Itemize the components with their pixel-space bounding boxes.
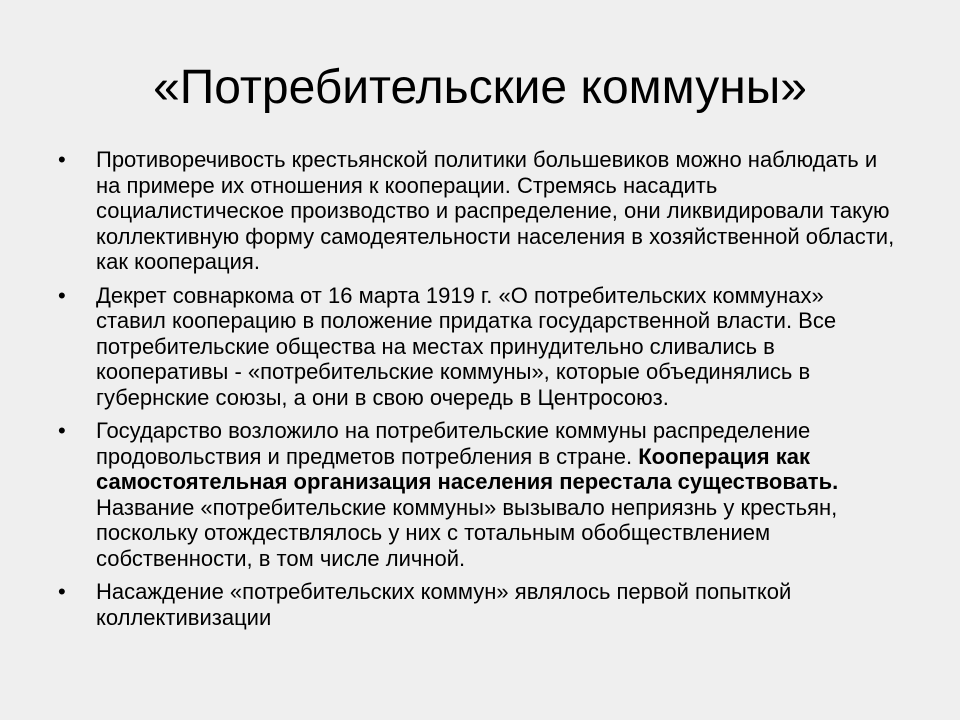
bullet-text: Насаждение «потребительских коммун» являлось первой попыткой коллективизации xyxy=(96,579,792,630)
bullet-list xyxy=(56,147,898,638)
bullet-text-segment: Государство возложило на потребительские коммуны распределение продовольствия и предметов потребления в стране. xyxy=(96,418,811,469)
slide-title: «Потребительские коммуны» xyxy=(153,61,807,114)
bullet-icon: • xyxy=(58,418,66,443)
bullet-bold-text: Кооперация как самостоятельная организация населения перестала существовать. xyxy=(96,443,839,494)
bullet-icon: • xyxy=(58,579,66,604)
bullet-text-segment: Название «потребительские коммуны» вызывало неприязнь у крестьян, поскольку отождествлялось у них с тотальным обобществлением собственности, в том числе личной. xyxy=(96,494,838,571)
bullet-item xyxy=(56,147,898,275)
bullet-text: Противоречивость крестьянской политики большевиков можно наблюдать и на примере их отношения к кооперации. Стремясь насадить социалистическое производство и распределение, они ликвидировали такую коллективную форму самодеятельности населения в хозяйственной области, как кооперация. xyxy=(96,147,895,274)
bullet-icon: • xyxy=(58,147,66,172)
bullet-item xyxy=(56,283,898,411)
bullet-text: Декрет совнаркома от 16 марта 1919 г. «О потребительских коммунах» ставил кооперацию в положение придатка государственной власти. Все потребительские общества на местах принудительно сливались в кооперативы - «потребительские коммуны», которые объединялись в губернские союзы, а они в свою очередь в Центросоюз. xyxy=(96,282,837,410)
bullet-item xyxy=(56,579,898,630)
bullet-text xyxy=(96,418,898,571)
bullet-item xyxy=(56,418,898,571)
bullet-icon: • xyxy=(58,282,66,308)
